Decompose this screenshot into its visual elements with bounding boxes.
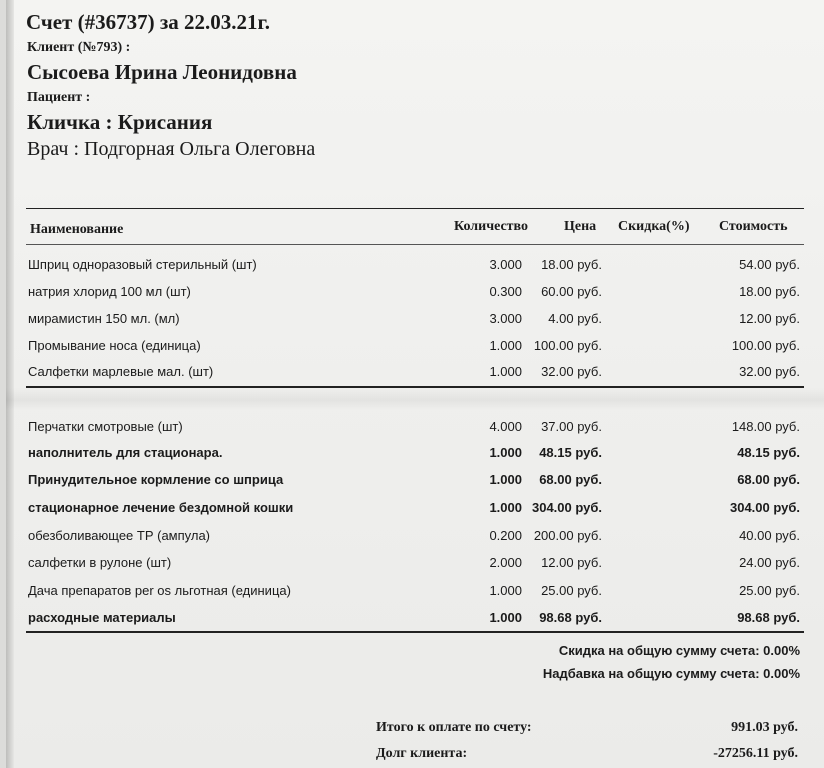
total-due-label: Итого к оплате по счету: xyxy=(376,720,532,735)
item-cost: 304.00 руб. xyxy=(729,500,800,515)
item-qty: 1.000 xyxy=(489,338,522,353)
item-price: 25.00 руб. xyxy=(541,583,602,598)
paper-fold xyxy=(6,388,824,410)
table-row xyxy=(6,528,824,554)
table-row xyxy=(6,311,824,337)
table-row xyxy=(6,555,824,581)
table-row xyxy=(6,284,824,310)
table-top-rule xyxy=(26,208,804,209)
item-cost: 54.00 руб. xyxy=(739,257,800,272)
client-label: Клиент (№793) : xyxy=(27,40,131,55)
item-name: салфетки в рулоне (шт) xyxy=(28,555,172,570)
table-row xyxy=(6,500,824,526)
item-cost: 100.00 руб. xyxy=(731,338,800,353)
item-name: обезболивающее ТР (ампула) xyxy=(28,528,211,543)
page-break-rule xyxy=(26,386,804,388)
table-row xyxy=(6,257,824,283)
item-name: натрия хлорид 100 мл (шт) xyxy=(28,284,191,299)
table-row xyxy=(6,338,824,364)
item-name: Дача препаратов per os льготная (единица) xyxy=(28,583,291,598)
total-markup: Надбавка на общую сумму счета: 0.00% xyxy=(542,666,800,681)
header-rule xyxy=(26,244,804,245)
item-price: 100.00 руб. xyxy=(533,338,602,353)
patient-label: Пациент : xyxy=(27,90,91,105)
item-name: Шприц одноразовый стерильный (шт) xyxy=(28,257,257,272)
item-name: Перчатки смотровые (шт) xyxy=(28,419,183,434)
item-price: 12.00 руб. xyxy=(541,555,602,570)
total-discount: Скидка на общую сумму счета: 0.00% xyxy=(558,643,800,658)
column-header-qty: Количество xyxy=(454,219,529,234)
item-name: наполнитель для стационара. xyxy=(28,445,223,460)
item-cost: 12.00 руб. xyxy=(739,311,800,326)
table-row xyxy=(6,419,824,445)
table-bottom-rule xyxy=(26,631,804,633)
item-name: мирамистин 150 мл. (мл) xyxy=(28,311,180,326)
item-qty: 3.000 xyxy=(489,311,522,326)
item-cost: 18.00 руб. xyxy=(739,284,800,299)
column-header-name: Наименование xyxy=(30,222,124,237)
item-qty: 1.000 xyxy=(489,472,522,487)
item-name: стационарное лечение бездомной кошки xyxy=(28,500,294,515)
item-price: 37.00 руб. xyxy=(541,419,602,434)
item-cost: 40.00 руб. xyxy=(739,528,800,543)
client-debt-label: Долг клиента: xyxy=(376,746,468,761)
item-name: Принудительное кормление со шприца xyxy=(28,472,284,487)
item-qty: 1.000 xyxy=(489,610,522,625)
item-price: 48.15 руб. xyxy=(539,445,602,460)
item-qty: 1.000 xyxy=(489,445,522,460)
pet-name: Кличка : Крисания xyxy=(27,110,213,134)
item-price: 304.00 руб. xyxy=(531,500,602,515)
item-cost: 148.00 руб. xyxy=(731,419,800,434)
item-qty: 1.000 xyxy=(489,583,522,598)
item-cost: 25.00 руб. xyxy=(739,583,800,598)
item-price: 60.00 руб. xyxy=(541,284,602,299)
item-cost: 48.15 руб. xyxy=(737,445,800,460)
table-row xyxy=(6,445,824,471)
table-row xyxy=(6,472,824,498)
doctor-name: Врач : Подгорная Ольга Олеговна xyxy=(27,138,316,160)
item-qty: 2.000 xyxy=(489,555,522,570)
column-header-discount: Скидка(%) xyxy=(618,219,690,234)
column-header-price: Цена xyxy=(564,219,597,234)
client-debt-value: -27256.11 руб. xyxy=(713,746,798,761)
item-cost: 32.00 руб. xyxy=(739,364,800,379)
client-name: Сысоева Ирина Леонидовна xyxy=(27,60,297,84)
item-price: 32.00 руб. xyxy=(541,364,602,379)
item-qty: 0.200 xyxy=(489,528,522,543)
item-qty: 4.000 xyxy=(489,419,522,434)
total-due-value: 991.03 руб. xyxy=(731,720,798,735)
item-price: 98.68 руб. xyxy=(539,610,602,625)
item-name: Промывание носа (единица) xyxy=(28,338,201,353)
invoice-sheet xyxy=(6,0,824,768)
item-qty: 0.300 xyxy=(489,284,522,299)
item-qty: 1.000 xyxy=(489,364,522,379)
table-row xyxy=(6,583,824,609)
invoice-title: Счет (#36737) за 22.03.21г. xyxy=(26,10,270,34)
item-name: расходные материалы xyxy=(28,610,176,625)
item-cost: 24.00 руб. xyxy=(739,555,800,570)
item-price: 4.00 руб. xyxy=(548,311,602,326)
item-cost: 68.00 руб. xyxy=(737,472,800,487)
item-name: Салфетки марлевые мал. (шт) xyxy=(28,364,214,379)
item-cost: 98.68 руб. xyxy=(737,610,800,625)
item-price: 200.00 руб. xyxy=(533,528,602,543)
item-price: 68.00 руб. xyxy=(539,472,602,487)
column-header-cost: Стоимость xyxy=(719,219,788,234)
item-price: 18.00 руб. xyxy=(541,257,602,272)
item-qty: 3.000 xyxy=(489,257,522,272)
item-qty: 1.000 xyxy=(489,500,522,515)
